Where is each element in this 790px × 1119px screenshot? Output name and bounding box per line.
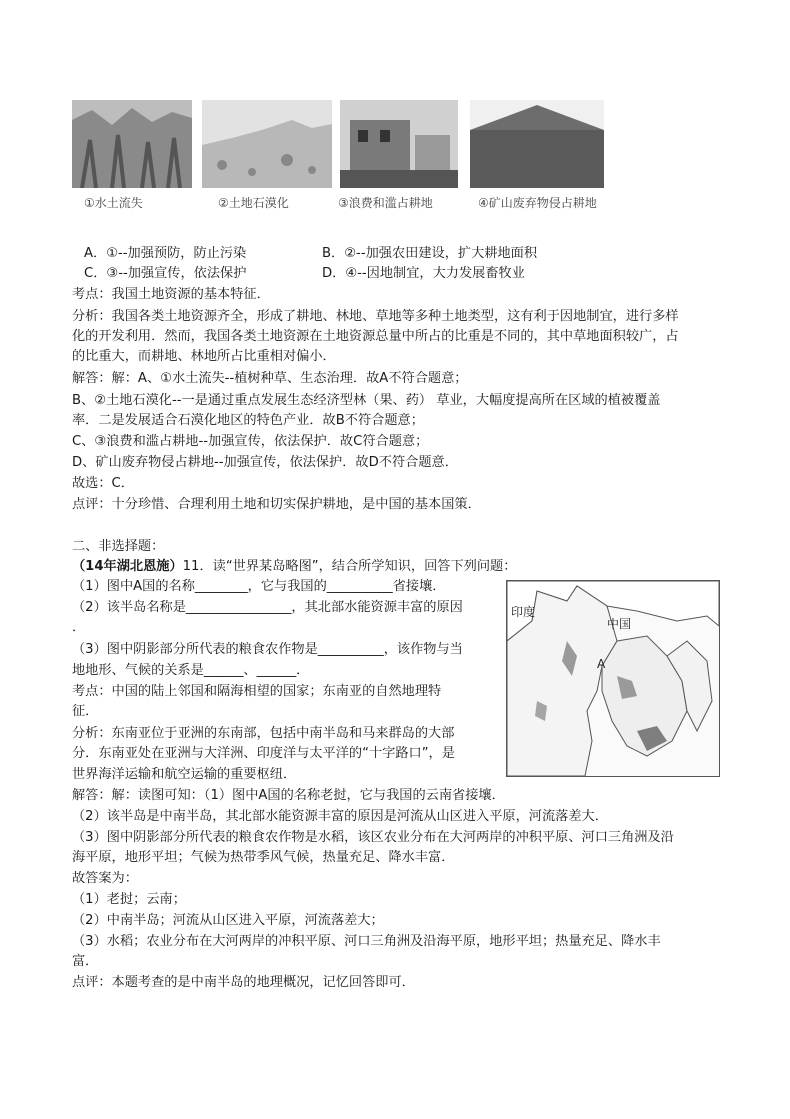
q11-source-tag: （14年湖北恩施）: [72, 559, 183, 574]
photo-mine-waste: [470, 100, 604, 188]
option-d: D．④--因地制宜，大力发展畜牧业: [322, 266, 525, 281]
photo-caption: ②土地石漠化: [218, 196, 289, 210]
option-c: C．③--加强宣传，依法保护: [84, 266, 247, 281]
q10-answer-line: 率．二是发展适合石漠化地区的特色产业．故B不符合题意；: [72, 413, 424, 428]
option-b: B．②--加强农田建设，扩大耕地面积: [322, 246, 538, 261]
q10-answer-line: B、②土地石漠化--一是通过重点发展生态经济型林（果、药） 草业，大幅度提高所在区域的植被覆盖: [72, 393, 661, 408]
q11-answer-item: 富．: [72, 954, 99, 969]
q10-analysis-line: 的比重大，而耕地、林地所占比重相对偏小．: [72, 349, 336, 364]
q10-analysis-line: 化的开发利用．然而，我国各类土地资源在土地资源总量中所占的比重是不同的，其中草地面积较广，占: [72, 329, 679, 344]
peninsula-map: [506, 580, 720, 777]
q11-answer-label: 故答案为：: [72, 871, 138, 886]
photo-caption: ①水土流失: [84, 196, 143, 210]
q11-kaodian: 考点：中国的陆上邻国和隔海相望的国家；东南亚的自然地理特: [72, 684, 442, 699]
q11-intro: 11．读“世界某岛略图”，结合所学知识，回答下列问题：: [182, 559, 517, 574]
q11-answer-item: （2）中南半岛；河流从山区进入平原，河流落差大；: [72, 913, 384, 928]
q10-kaodian: 考点：我国土地资源的基本特征．: [72, 287, 270, 302]
q11-analysis-line: 世界海洋运输和航空运输的重要枢纽．: [72, 767, 297, 782]
q10-comment: 点评：十分珍惜、合理利用土地和切实保护耕地，是中国的基本国策．: [72, 497, 481, 512]
photo-caption: ③浪费和滥占耕地: [338, 196, 433, 210]
q11-header: [72, 557, 516, 577]
option-a: A．①--加强预防，防止污染: [84, 246, 247, 261]
q11-answer-item: （3）水稻；农业分布在大河两岸的冲积平原、河口三角洲及沿海平原，地形平坦；热量充足、降水丰: [72, 934, 661, 949]
q11-line: 地地形、气候的关系是______、______．: [72, 663, 310, 678]
q11-line: （1）图中A国的名称________，它与我国的__________省接壤．: [72, 579, 446, 594]
q11-answer-line: （2）该半岛是中南半岛，其北部水能资源丰富的原因是河流从山区进入平原，河流落差大．: [72, 809, 608, 824]
q10-answer-line: C、③浪费和滥占耕地--加强宣传，依法保护．故C符合题意；: [72, 434, 429, 449]
photo-soil-erosion: [72, 100, 192, 188]
q11-answer-line: 海平原，地形平坦；气候为热带季风气候，热量充足、降水丰富．: [72, 850, 455, 865]
q11-answer-item: （1）老挝；云南；: [72, 892, 186, 907]
q11-analysis-line: 分．东南亚处在亚洲与大洋洲、印度洋与太平洋的“十字路口”，是: [72, 746, 455, 761]
map-label-china: 中国: [607, 617, 632, 631]
q11-line: （2）该半岛名称是________________，其北部水能资源丰富的原因: [72, 600, 463, 615]
q10-answer-line: D、矿山废弃物侵占耕地--加强宣传，依法保护．故D不符合题意．: [72, 455, 458, 470]
map-label-india: 印度: [511, 605, 536, 619]
map-label-a: A: [597, 657, 606, 671]
q11-analysis-line: 分析：东南亚位于亚洲的东南部，包括中南半岛和马来群岛的大部: [72, 726, 455, 741]
q10-analysis-line: 分析：我国各类土地资源齐全，形成了耕地、林地、草地等多种土地类型，这有利于因地制宜，进行多样: [72, 309, 679, 324]
q11-answer-line: （3）图中阴影部分所代表的粮食农作物是水稻，该区农业分布在大河两岸的冲积平原、河口三角洲及沿: [72, 830, 674, 845]
q11-answer-line: 解答：解：读图可知：（1）图中A国的名称老挝，它与我国的云南省接壤．: [72, 788, 505, 803]
q10-answer-line: 解答：解：A、①水土流失--植树种草、生态治理．故A不符合题意；: [72, 371, 468, 386]
photo-caption: ④矿山废弃物侵占耕地: [478, 196, 597, 210]
q11-kaodian: 征．: [72, 704, 99, 719]
photo-wasted-farmland: [340, 100, 458, 188]
photo-strip: [72, 100, 664, 218]
q11-comment: 点评：本题考查的是中南半岛的地理概况，记忆回答即可．: [72, 975, 415, 990]
section-heading: 二、非选择题：: [72, 539, 165, 554]
q11-line: （3）图中阴影部分所代表的粮食农作物是__________，该作物与当: [72, 642, 463, 657]
photo-rocky-desertification: [202, 100, 332, 188]
q11-line: ．: [72, 620, 86, 635]
q10-choice: 故选：C．: [72, 476, 134, 491]
